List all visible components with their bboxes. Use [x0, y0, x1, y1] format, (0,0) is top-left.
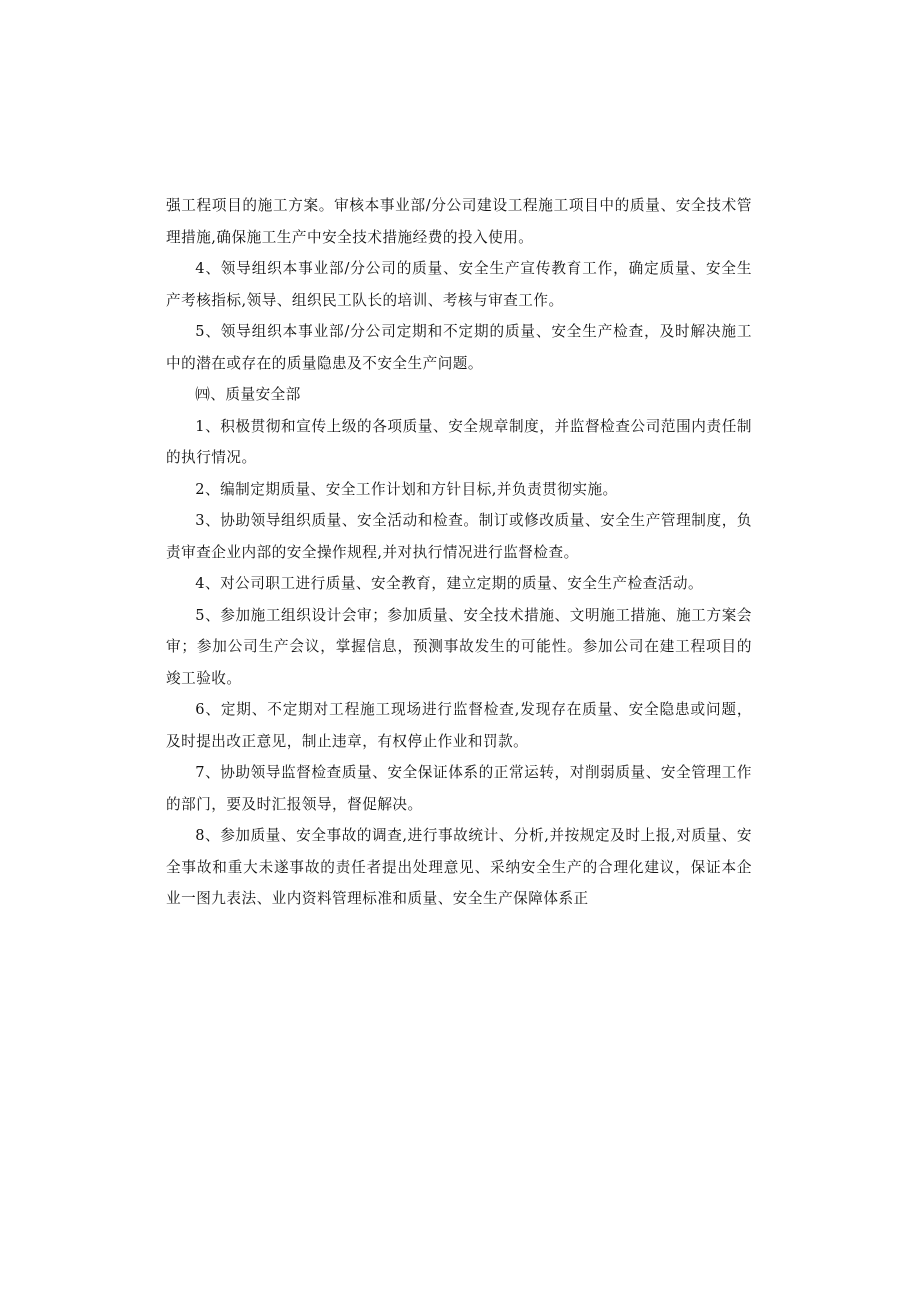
paragraph-item-4-propaganda: 4、领导组织本事业部/分公司的质量、安全生产宣传教育工作，确定质量、安全生产考核指标,领导、组织民工队长的培训、考核与审查工作。	[166, 260, 752, 309]
paragraph-continuation: 强工程项目的施工方案。审核本事业部/分公司建设工程施工项目中的质量、安全技术管理措施,确保施工生产中安全技术措施经费的投入使用。	[166, 197, 752, 246]
paragraph-duty-1: 1、积极贯彻和宣传上级的各项质量、安全规章制度，并监督检查公司范围内责任制的执行情况。	[166, 417, 752, 466]
paragraph-duty-8: 8、参加质量、安全事故的调查,进行事故统计、分析,并按规定及时上报,对质量、安全事故和重大未遂事故的责任者提出处理意见、采纳安全生产的合理化建议，保证本企业一图九表法、业内资料管理标准和质量、安全生产保障体系正	[166, 827, 752, 907]
section-heading-quality-safety-dept: ㈣、质量安全部	[195, 386, 301, 403]
paragraph-item-5-inspection: 5、领导组织本事业部/分公司定期和不定期的质量、安全生产检查，及时解决施工中的潜在或存在的质量隐患及不安全生产问题。	[166, 323, 752, 372]
paragraph-duty-3: 3、协助领导组织质量、安全活动和检查。制订或修改质量、安全生产管理制度，负责审查企业内部的安全操作规程,并对执行情况进行监督检查。	[166, 512, 752, 561]
paragraph-duty-7: 7、协助领导监督检查质量、安全保证体系的正常运转，对削弱质量、安全管理工作的部门，要及时汇报领导，督促解决。	[166, 764, 752, 813]
document-body	[166, 190, 752, 915]
paragraph-duty-6: 6、定期、不定期对工程施工现场进行监督检查,发现存在质量、安全隐患或问题，及时提出改正意见，制止违章，有权停止作业和罚款。	[166, 701, 752, 750]
paragraph-duty-2: 2、编制定期质量、安全工作计划和方针目标,并负责贯彻实施。	[195, 480, 618, 498]
paragraph-duty-5: 5、参加施工组织设计会审；参加质量、安全技术措施、文明施工措施、施工方案会审；参加公司生产会议，掌握信息，预测事故发生的可能性。参加公司在建工程项目的竣工验收。	[166, 606, 752, 687]
paragraph-duty-4: 4、对公司职工进行质量、安全教育，建立定期的质量、安全生产检查活动。	[195, 575, 704, 592]
